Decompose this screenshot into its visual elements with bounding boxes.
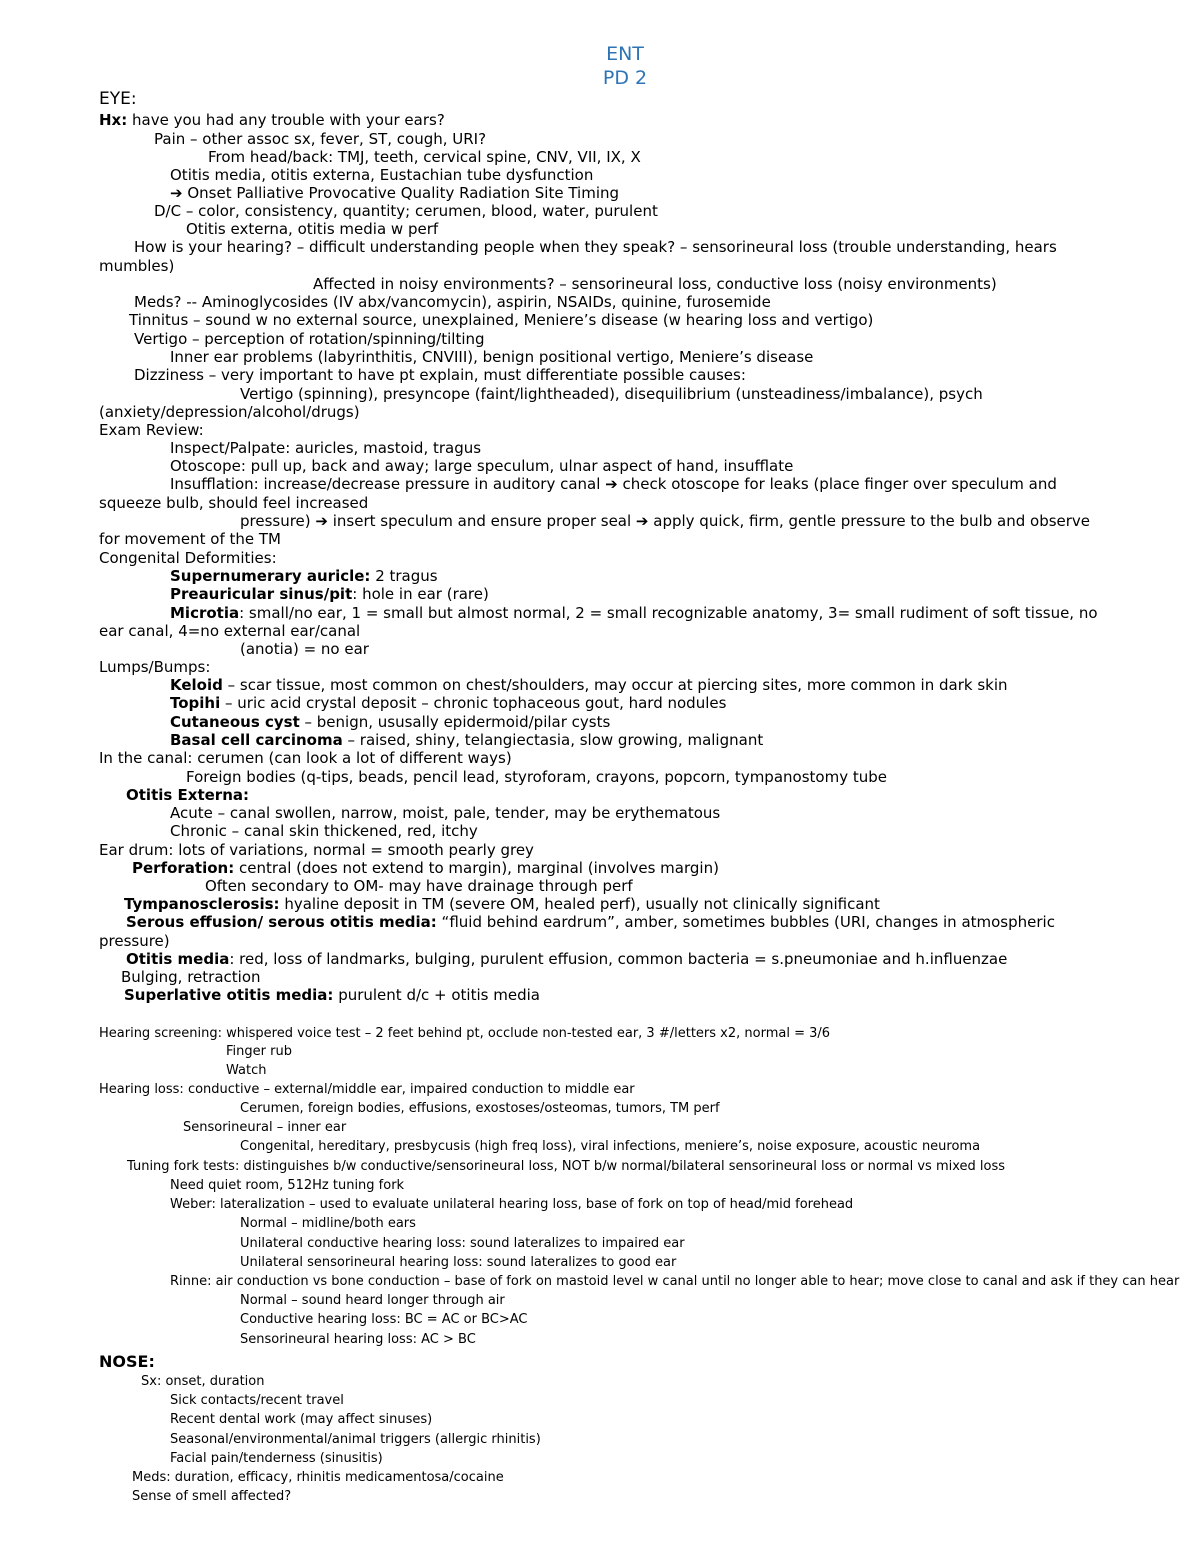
line-text: Bulging, retraction — [121, 968, 261, 986]
text-line — [124, 986, 540, 1004]
text-line — [126, 913, 1055, 931]
text-line — [186, 768, 887, 786]
text-line — [126, 786, 249, 804]
text-line — [170, 585, 489, 603]
line-text: Watch — [226, 1063, 267, 1078]
line-text: Often secondary to OM- may have drainage through perf — [205, 877, 633, 895]
line-text: : red, loss of landmarks, bulging, purulent effusion, common bacteria = s.pneumoniae and h.influenzae — [229, 950, 1008, 968]
line-text: (anotia) = no ear — [240, 640, 369, 658]
line-text: Vertigo – perception of rotation/spinning/tilting — [134, 330, 485, 348]
line-text: purulent d/c + otitis media — [333, 986, 540, 1004]
text-line — [134, 293, 771, 311]
text-line — [170, 166, 593, 184]
line-text: (anxiety/depression/alcohol/drugs) — [99, 403, 360, 421]
line-text: Otitis externa, otitis media w perf — [186, 220, 439, 238]
line-text: – raised, shiny, telangiectasia, slow growing, malignant — [342, 731, 764, 749]
text-line — [126, 950, 1007, 968]
text-line — [226, 1044, 292, 1059]
line-text: central (does not extend to margin), marginal (involves margin) — [234, 859, 719, 877]
line-text: Foreign bodies (q-tips, beads, pencil lead, styroforam, crayons, popcorn, tympanostomy tube — [186, 768, 887, 786]
line-text: Need quiet room, 512Hz tuning fork — [170, 1178, 405, 1193]
text-line — [240, 640, 369, 658]
text-line — [154, 130, 486, 148]
text-line — [170, 804, 720, 822]
bold-term: Cutaneous cyst — [170, 713, 300, 731]
line-text: Hearing loss: conductive – external/middle ear, impaired conduction to middle ear — [99, 1082, 635, 1097]
line-text: mumbles) — [99, 257, 175, 275]
line-text: Ear drum: lots of variations, normal = smooth pearly grey — [99, 841, 534, 859]
line-text: ear canal, 4=no external ear/canal — [99, 622, 361, 640]
line-text: ➔ Onset Palliative Provocative Quality Radiation Site Timing — [170, 184, 620, 202]
text-line — [240, 1216, 416, 1231]
line-text: Inspect/Palpate: auricles, mastoid, tragus — [170, 439, 482, 457]
text-line — [186, 220, 438, 238]
line-text: Acute – canal swollen, narrow, moist, pale, tender, may be erythematous — [170, 804, 721, 822]
line-text: Weber: lateralization – used to evaluate unilateral hearing loss, base of fork on top of head/mid forehead — [170, 1197, 854, 1212]
line-text: 2 tragus — [370, 567, 438, 585]
bold-term: Hx: — [99, 111, 128, 129]
text-line — [170, 475, 1057, 493]
text-line — [170, 1197, 853, 1212]
text-line — [240, 1236, 685, 1251]
line-text: Sx: onset, duration — [141, 1374, 265, 1389]
line-text: Meds: duration, efficacy, rhinitis medicamentosa/cocaine — [132, 1470, 504, 1485]
line-text: Sick contacts/recent travel — [170, 1393, 344, 1408]
text-line — [240, 385, 983, 403]
text-line — [99, 1082, 635, 1097]
text-line — [99, 1026, 830, 1041]
text-line — [99, 658, 210, 676]
line-text: Vertigo (spinning), presyncope (faint/lightheaded), disequilibrium (unsteadiness/imbalance), psych — [240, 385, 983, 403]
text-line — [170, 694, 726, 712]
text-line — [226, 1063, 266, 1078]
text-line — [170, 713, 610, 731]
line-text: Otitis media, otitis externa, Eustachian tube dysfunction — [170, 166, 594, 184]
text-line — [154, 202, 658, 220]
document-title: ENT — [606, 43, 644, 65]
bold-term: Basal cell carcinoma — [170, 731, 343, 749]
text-line — [124, 895, 880, 913]
line-text: Unilateral sensorineural hearing loss: sound lateralizes to good ear — [240, 1255, 677, 1270]
text-line — [170, 348, 813, 366]
text-line — [170, 1274, 1179, 1289]
text-line — [240, 1293, 505, 1308]
text-line — [240, 1255, 676, 1270]
line-text: : small/no ear, 1 = small but almost normal, 2 = small recognizable anatomy, 3= small rudiment of soft tissue, no — [239, 604, 1098, 622]
text-line — [99, 530, 281, 548]
text-line — [99, 403, 360, 421]
text-line — [183, 1120, 346, 1135]
line-text: “fluid behind eardrum”, amber, sometimes bubbles (URI, changes in atmospheric — [436, 913, 1055, 931]
text-line — [134, 238, 1057, 256]
line-text: Otoscope: pull up, back and away; large speculum, ulnar aspect of hand, insufflate — [170, 457, 794, 475]
text-line — [240, 1101, 720, 1116]
bold-term: Tympanosclerosis: — [124, 895, 280, 913]
line-text: D/C – color, consistency, quantity; cerumen, blood, water, purulent — [154, 202, 658, 220]
line-text: Normal – sound heard longer through air — [240, 1293, 505, 1308]
line-text: Unilateral conductive hearing loss: sound lateralizes to impaired ear — [240, 1236, 685, 1251]
text-line — [99, 1352, 155, 1371]
line-text: Seasonal/environmental/animal triggers (allergic rhinitis) — [170, 1432, 541, 1447]
line-text: How is your hearing? – difficult understanding people when they speak? – sensorineural loss (trouble understanding, hears — [134, 238, 1057, 256]
text-line — [240, 512, 1090, 530]
line-text: Exam Review: — [99, 421, 204, 439]
text-line — [134, 330, 485, 348]
text-line — [141, 1374, 265, 1389]
line-text: Sensorineural – inner ear — [183, 1120, 347, 1135]
text-line — [240, 1332, 476, 1347]
line-text: Insufflation: increase/decrease pressure in auditory canal ➔ check otoscope for leaks (place finger over speculum and — [170, 475, 1057, 493]
text-line — [170, 604, 1098, 622]
bold-term: NOSE: — [99, 1352, 155, 1371]
text-line — [99, 749, 512, 767]
text-line — [127, 1159, 1005, 1174]
bold-term: Microtia — [170, 604, 240, 622]
text-line — [240, 1312, 527, 1327]
line-text: Chronic – canal skin thickened, red, itchy — [170, 822, 478, 840]
line-text: pressure) — [99, 932, 170, 950]
bold-term: Serous effusion/ serous otitis media: — [126, 913, 437, 931]
text-line — [99, 421, 204, 439]
text-line — [132, 1489, 291, 1504]
line-text: squeeze bulb, should feel increased — [99, 494, 369, 512]
line-text: Normal – midline/both ears — [240, 1216, 416, 1231]
line-text: Rinne: air conduction vs bone conduction – base of fork on mastoid level w canal until no longer able to hear; move close to canal and ask if they can hear — [170, 1274, 1180, 1289]
text-line — [205, 877, 633, 895]
bold-term: Supernumerary auricle: — [170, 567, 371, 585]
line-text: Congenital, hereditary, presbycusis (high freq loss), viral infections, meniere’s, noise exposure, acoustic neuroma — [240, 1139, 981, 1154]
text-line — [170, 567, 438, 585]
text-line — [170, 1393, 344, 1408]
line-text: In the canal: cerumen (can look a lot of different ways) — [99, 749, 512, 767]
text-line — [170, 676, 1008, 694]
line-text: Finger rub — [226, 1044, 292, 1059]
text-line — [240, 1139, 980, 1154]
line-text: Recent dental work (may affect sinuses) — [170, 1412, 433, 1427]
line-text: Lumps/Bumps: — [99, 658, 211, 676]
text-line — [208, 148, 641, 166]
line-text: Meds? -- Aminoglycosides (IV abx/vancomycin), aspirin, NSAIDs, quinine, furosemide — [134, 293, 771, 311]
line-text: Facial pain/tenderness (sinusitis) — [170, 1451, 383, 1466]
line-text: From head/back: TMJ, teeth, cervical spine, CNV, VII, IX, X — [208, 148, 641, 166]
line-text: Congenital Deformities: — [99, 549, 277, 567]
line-text: have you had any trouble with your ears? — [127, 111, 445, 129]
text-line — [99, 89, 137, 109]
text-line — [313, 275, 997, 293]
text-line — [99, 257, 174, 275]
bold-term: Preauricular sinus/pit — [170, 585, 353, 603]
text-line — [99, 494, 368, 512]
line-text: Inner ear problems (labyrinthitis, CNVIII), benign positional vertigo, Meniere’s disease — [170, 348, 814, 366]
line-text: Affected in noisy environments? – sensorineural loss, conductive loss (noisy environments) — [313, 275, 997, 293]
line-text: Cerumen, foreign bodies, effusions, exostoses/osteomas, tumors, TM perf — [240, 1101, 720, 1116]
line-text: EYE: — [99, 89, 137, 109]
text-line — [134, 366, 746, 384]
text-line — [170, 1432, 541, 1447]
text-line — [132, 859, 719, 877]
line-text: Tinnitus – sound w no external source, unexplained, Meniere’s disease (w hearing loss and vertigo) — [129, 311, 874, 329]
text-line — [170, 1451, 383, 1466]
bold-term: Topihi — [170, 694, 221, 712]
text-line — [170, 731, 763, 749]
line-text: – benign, ususally epidermoid/pilar cysts — [299, 713, 611, 731]
line-text: Sensorineural hearing loss: AC > BC — [240, 1332, 476, 1347]
text-line — [99, 841, 534, 859]
line-text: : hole in ear (rare) — [352, 585, 489, 603]
line-text: Dizziness – very important to have pt explain, must differentiate possible causes: — [134, 366, 746, 384]
document-subtitle: PD 2 — [602, 67, 648, 89]
bold-term: Keloid — [170, 676, 223, 694]
text-line — [170, 822, 478, 840]
line-text: Tuning fork tests: distinguishes b/w conductive/sensorineural loss, NOT b/w normal/bilateral sensorineural loss or normal vs mixed loss — [127, 1159, 1006, 1174]
bold-term: Otitis Externa: — [126, 786, 249, 804]
text-line — [170, 184, 619, 202]
text-line — [99, 549, 277, 567]
text-line — [129, 311, 873, 329]
text-line — [170, 439, 481, 457]
line-text: hyaline deposit in TM (severe OM, healed perf), usually not clinically significant — [279, 895, 880, 913]
text-line — [99, 932, 170, 950]
text-line — [99, 111, 445, 129]
line-text: – uric acid crystal deposit – chronic tophaceous gout, hard nodules — [220, 694, 727, 712]
line-text: Hearing screening: whispered voice test – 2 feet behind pt, occlude non-tested ear, 3 #/letters x2, normal = 3/6 — [99, 1026, 831, 1041]
bold-term: Otitis media — [126, 950, 230, 968]
line-text: Conductive hearing loss: BC = AC or BC>AC — [240, 1312, 528, 1327]
line-text: Pain – other assoc sx, fever, ST, cough, URI? — [154, 130, 487, 148]
text-line — [170, 1178, 404, 1193]
bold-term: Perforation: — [132, 859, 235, 877]
line-text: pressure) ➔ insert speculum and ensure proper seal ➔ apply quick, firm, gentle pressure to the bulb and observe — [240, 512, 1091, 530]
line-text: Sense of smell affected? — [132, 1489, 292, 1504]
line-text: for movement of the TM — [99, 530, 281, 548]
text-line — [170, 1412, 432, 1427]
bold-term: Superlative otitis media: — [124, 986, 334, 1004]
text-line — [121, 968, 261, 986]
text-line — [99, 622, 360, 640]
text-line — [132, 1470, 504, 1485]
line-text: – scar tissue, most common on chest/shoulders, may occur at piercing sites, more common in dark skin — [222, 676, 1008, 694]
text-line — [170, 457, 793, 475]
